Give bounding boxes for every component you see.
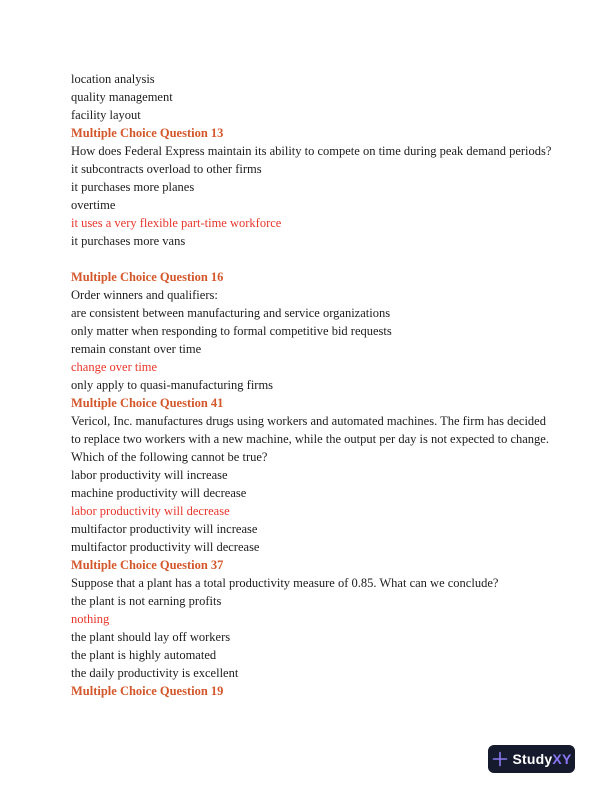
text-line: only apply to quasi-manufacturing firms <box>71 378 274 392</box>
text-line: Suppose that a plant has a total productivity measure of 0.85. What can we conclude? <box>71 576 499 590</box>
correct-answer-line: it uses a very flexible part-time workforce <box>71 216 282 230</box>
document-body <box>71 70 561 700</box>
text-line: machine productivity will decrease <box>71 486 247 500</box>
brand-name <box>513 751 572 767</box>
question-heading: Multiple Choice Question 19 <box>71 684 224 698</box>
question-heading: Multiple Choice Question 16 <box>71 270 224 284</box>
text-line: only matter when responding to formal competitive bid requests <box>71 324 392 338</box>
studyxy-logo-badge <box>488 745 575 773</box>
text-line: quality management <box>71 90 173 104</box>
correct-answer-line: nothing <box>71 612 110 626</box>
text-line: labor productivity will increase <box>71 468 228 482</box>
text-line: the plant is highly automated <box>71 648 217 662</box>
text-line: multifactor productivity will increase <box>71 522 258 536</box>
text-line: the daily productivity is excellent <box>71 666 239 680</box>
text-line: the plant is not earning profits <box>71 594 222 608</box>
brand-name-accent: XY <box>552 751 572 767</box>
text-line: How does Federal Express maintain its ability to compete on time during peak demand periods? <box>71 144 552 158</box>
text-line: overtime <box>71 198 116 212</box>
text-line: the plant should lay off workers <box>71 630 231 644</box>
text-line: remain constant over time <box>71 342 202 356</box>
question-heading: Multiple Choice Question 41 <box>71 396 224 410</box>
question-heading: Multiple Choice Question 13 <box>71 126 224 140</box>
brand-name-primary: Study <box>512 751 553 767</box>
text-line: it purchases more planes <box>71 180 195 194</box>
text-line: multifactor productivity will decrease <box>71 540 260 554</box>
correct-answer-line: labor productivity will decrease <box>71 504 230 518</box>
text-line: facility layout <box>71 108 141 122</box>
blank-line <box>71 250 561 268</box>
text-line: it purchases more vans <box>71 234 186 248</box>
text-line: to replace two workers with a new machine, while the output per day is not expected to change. <box>71 432 549 446</box>
text-line: Order winners and qualifiers: <box>71 288 218 302</box>
plus-icon <box>492 751 508 767</box>
text-line: are consistent between manufacturing and service organizations <box>71 306 391 320</box>
question-heading: Multiple Choice Question 37 <box>71 558 224 572</box>
text-line: it subcontracts overload to other firms <box>71 162 262 176</box>
text-line: Vericol, Inc. manufactures drugs using workers and automated machines. The firm has decided <box>71 414 546 428</box>
text-line: location analysis <box>71 72 155 86</box>
correct-answer-line: change over time <box>71 360 158 374</box>
text-line: Which of the following cannot be true? <box>71 450 268 464</box>
